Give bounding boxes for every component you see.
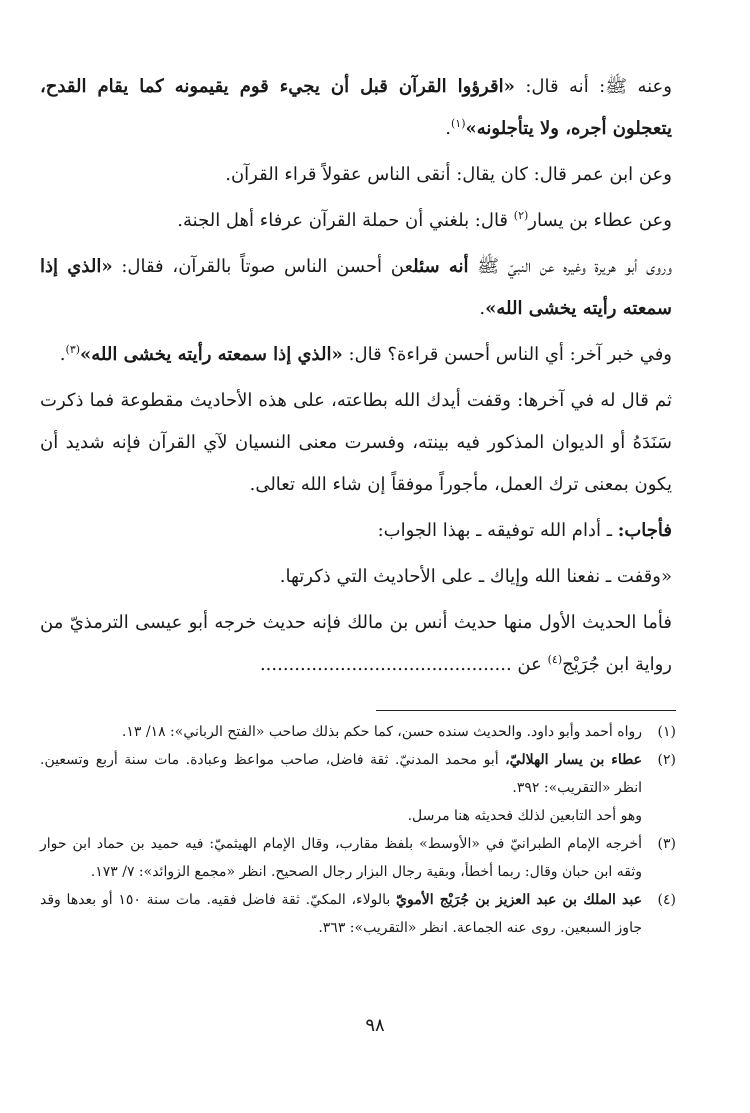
footnote-divider [376,710,676,711]
text-run: وعن عطاء بن يسار [528,210,672,231]
footnote-number: (٣) [657,836,676,852]
paragraph-8 [40,556,672,598]
text-run: وعن ابن عمر قال: كان يقال: أنقى الناس عقولاً قراء القرآن. [225,164,672,185]
footnote-text: أخرجه الإمام الطبرانيّ في «الأوسط» بلفظ مقارب، وقال الإمام الهيثميّ: فيه حميد بن حماد ابن حوار وثقه ابن حبان وقال: ربما أخطأ، وبقية رجال البزار رجال الصحيح. انظر «مجمع الزوائد»: ٧/ ١٧٣. [40,836,642,880]
footnote-ref-3[interactable]: (٣) [65,343,81,356]
footnote-ref-2[interactable]: (٢) [513,209,529,222]
footnote-text-run: أبو محمد المدنيّ. ثقة فاضل، صاحب مواعظ وعبادة. مات سنة أربع وتسعين. انظر «التقريب»: ٣٩٢. [40,752,642,796]
text-run: وروى أبو هريرة وغيره عن النبيّ ﷺ [468,256,673,277]
text-run: . [59,344,66,365]
paragraph-3 [40,200,672,242]
answer-heading: فأجاب: [617,520,672,541]
footnote-text [40,746,642,802]
footnote-text [40,886,642,942]
paragraph-7 [40,510,672,552]
text-run: ـ أدام الله توفيقه ـ بهذا الجواب: [377,520,618,541]
paragraph-5 [40,334,672,376]
footnote-number: (١) [657,724,676,740]
footnote-4 [40,886,676,942]
footnote-text: رواه أحمد وأبو داود. والحديث سنده حسن، كما حكم بذلك صاحب «الفتح الرباني»: ١٨/ ١٣. [121,724,642,740]
footnote-1 [40,718,676,746]
paragraph-1 [40,66,672,150]
footnote-bold-name: عطاء بن يسار الهلاليّ، [505,752,642,768]
paragraph-6 [40,380,672,506]
hadith-quote: «الذي إذا سمعته رأيته يخشى الله» [40,256,672,319]
bold-run: أنه سئل [413,256,469,277]
footnote-text-run: بالولاء، المكيّ. ثقة فاضل فقيه. مات سنة ١٥٠ أو بعدها وقد جاوز السبعين. روى عنه الجماعة. انظر «التقريب»: ٣٦٣. [40,892,642,936]
text-run: . [445,118,451,139]
footnote-2-continuation: وهو أحد التابعين لذلك فحديثه هنا مرسل. [407,808,642,824]
continuation-dots: ............................................ [259,654,512,675]
text-run: فأما الحديث الأول منها حديث أنس بن مالك فإنه حديث خرجه أبو عيسى الترمذيّ من رواية ابن جُرَيْج [40,612,672,675]
text-run: قال: بلغني أن حملة القرآن عرفاء أهل الجنة. [177,210,514,231]
footnote-3 [40,830,676,886]
footnote-ref-1[interactable]: (١) [450,117,466,130]
text-run: وفي خبر آخر: أي الناس أحسن قراءة؟ قال: [342,344,672,365]
hadith-quote: «اقرؤوا القرآن قبل أن يجيء قوم يقيمونه كما يقام القدح، يتعجلون أجره، ولا يتأجلونه» [40,76,672,139]
text-run: وعنه ﷺ: أنه قال: [514,76,672,97]
page-number: ٩٨ [365,1015,385,1036]
text-run: «وقفت ـ نفعنا الله وإياك ـ على الأحاديث التي ذكرتها. [279,566,672,587]
footnote-ref-4[interactable]: (٤) [547,653,563,666]
text-run: عن أحسن الناس صوتاً بالقرآن، فقال: [112,256,414,277]
footnote-number: (٢) [657,752,676,768]
text-run: عن [511,654,548,675]
footnote-bold-name: عبد الملك بن عبد العزيز بن جُرَيْج الأمويّ [396,892,642,908]
footnote-number: (٤) [657,892,676,908]
footnotes [40,718,676,942]
hadith-quote: «الذي إذا سمعته رأيته يخشى الله» [80,344,343,365]
paragraph-4 [40,246,672,330]
text-run: . [479,298,486,319]
footnote-2 [40,746,676,802]
paragraph-9 [40,602,672,686]
main-text [40,66,672,686]
paragraph-2 [40,154,672,196]
text-run: ثم قال له في آخرها: وقفت أيدك الله بطاعته، على هذه الأحاديث مقطوعة فما ذكرت سَنَدَهُ أو الديوان المذكور فيه بينته، وفسرت معنى النسيان لآي القرآن فإنه شديد أن يكون بمعنى ترك العمل، مأجوراً موفقاً إن شاء الله تعالى. [40,390,672,495]
